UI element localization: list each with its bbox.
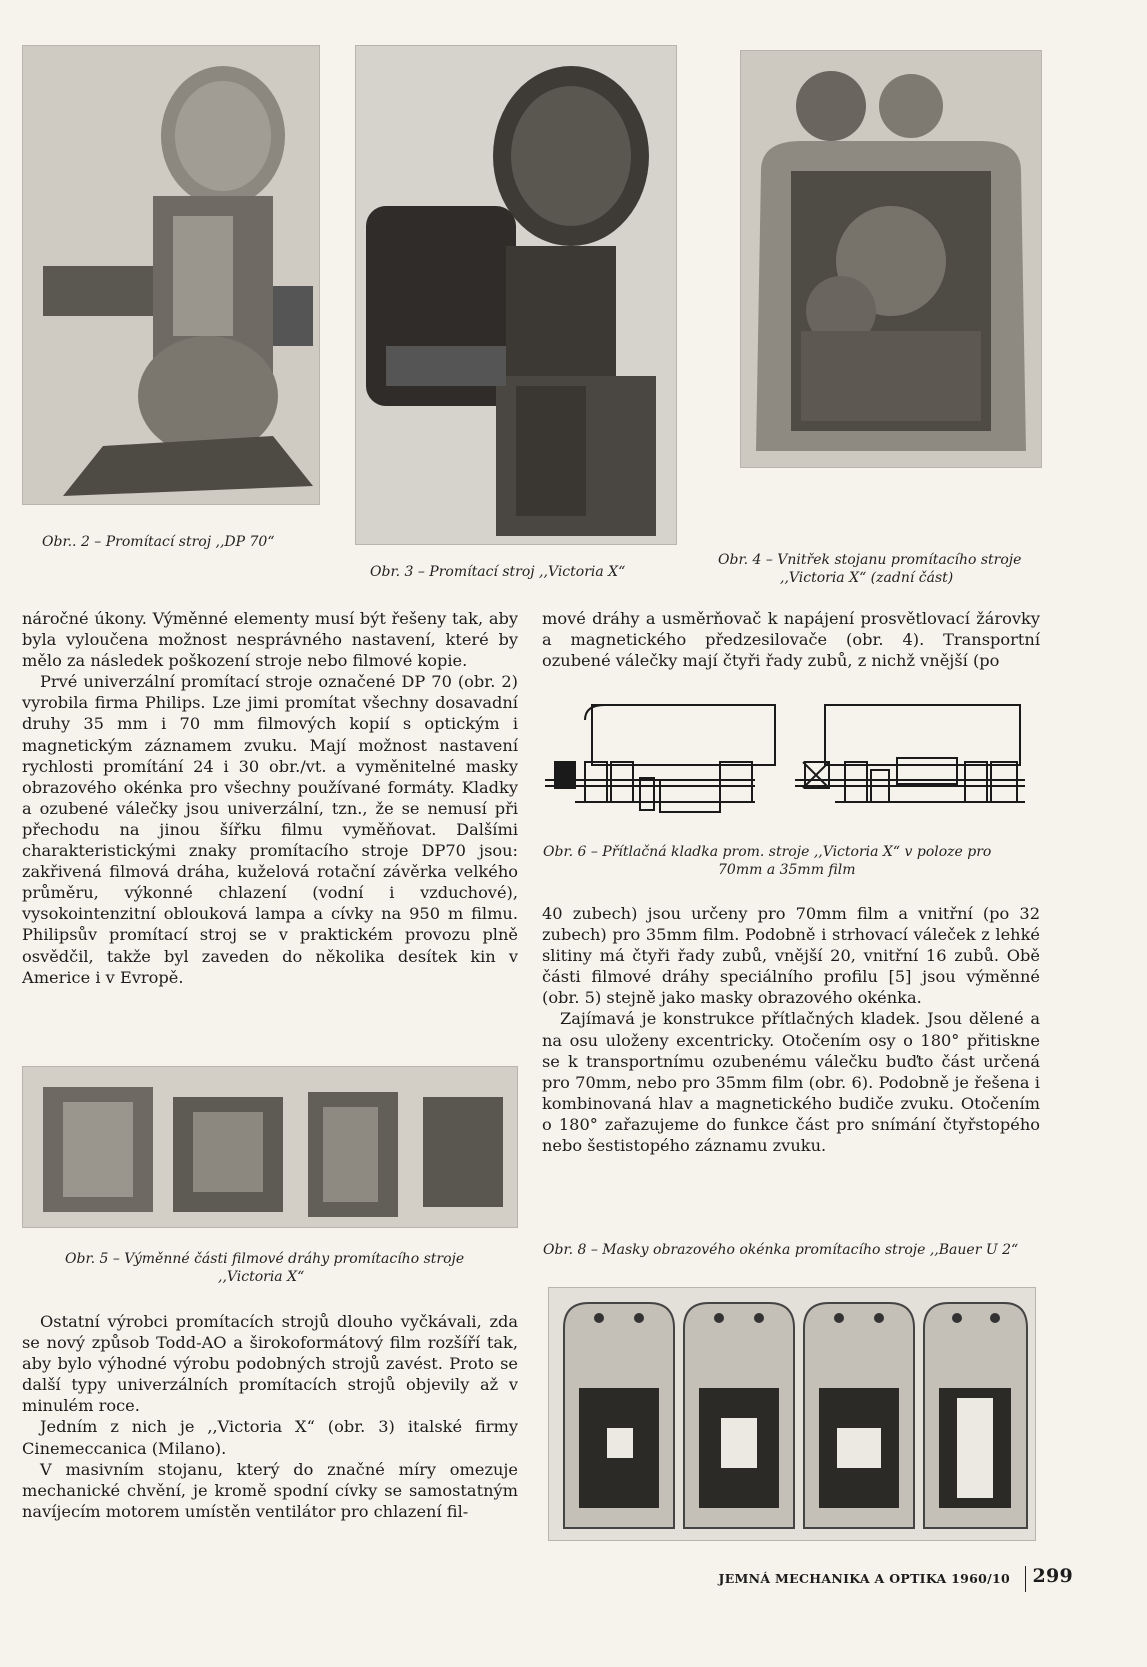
right-paragraph-3: Zajímavá je konstrukce přítlačných kladek. Jsou dělené a na osu uloženy excentricky. Otočením osy o 180° přitiskne se k transportnímu ozubenému válečku buďto část určená pro 70mm, nebo pro 35mm film (obr. 6). Podobně je řešena i kombinovaná hlav a magnetického budiče zvuku. Otočením o 180° zařazujeme do funkce část pro snímání čtyřstopého nebo šestistopého záznamu zvuku. <box>542 1009 1040 1156</box>
aperture-masks-illustration <box>549 1288 1035 1540</box>
figure-4-photo <box>740 50 1042 468</box>
left-paragraph-3: Ostatní výrobci promítacích strojů dlouho vyčkávali, zda se nový způsob Todd-AO a širokoformátový film rozšíří tak, aby bylo výhodné výrobu podobných strojů zavést. Proto se další typy univerzálních promítacích strojů objevily až v minulém roce. <box>22 1312 518 1416</box>
left-column-text-bottom <box>22 1311 518 1522</box>
right-column-text-top <box>542 608 1040 671</box>
left-column-text-top <box>22 608 518 988</box>
figure-8-caption: Obr. 8 – Masky obrazového okénka promítacího stroje ,,Bauer U 2“ <box>543 1242 1019 1258</box>
figure-6-caption-line-1: Obr. 6 – Přítlačná kladka prom. stroje ,,Victoria X“ v poloze pro <box>543 844 992 860</box>
right-column-text-bottom <box>542 903 1040 1156</box>
journal-name: JEMNÁ MECHANIKA A OPTIKA 1960/10 <box>718 1571 1010 1586</box>
figure-2-photo <box>22 45 320 505</box>
left-paragraph-1: náročné úkony. Výměnné elementy musí být řešeny tak, aby byla vyloučena možnost nesprávného nastavení, které by mělo za následek poškození stroje nebo filmové kopie. <box>22 609 518 671</box>
left-paragraph-2: Prvé univerzální promítací stroje označené DP 70 (obr. 2) vyrobila firma Philips. Lze jimi promítat všechny dosavadní druhy 35 mm i 70 mm filmových kopií s optickým i magnetickým záznamem zvuku. Mají možnost nastavení rychlosti promítání 24 i 30 obr./vt. a vyměnitelné masky obrazového okénka pro všechny používané formáty. Kladky a ozubené válečky jsou univerzální, tzn., že se nemusí při přechodu na jinou šířku filmu vyměňovat. Dalšími charakteristickými znaky promítacího stroje DP70 jsou: zakřivená filmová dráha, kuželová rotační závěrka velkého průměru, výkonné chlazení (vodní i vzduchové), vysokointenzitní oblouková lampa a cívky na 950 m filmu. Philipsův promítací stroj se v praktickém provozu plně osvědčil, takže byl zaveden do několika desítek kin v Americe i v Evropě. <box>22 672 518 987</box>
page-number: 299 <box>1032 1565 1073 1587</box>
figure-5-caption-line-2: ,,Victoria X“ <box>218 1269 305 1285</box>
figure-4-caption-line-1: Obr. 4 – Vnitřek stojanu promítacího stroje <box>718 552 1022 568</box>
figure-8-photo <box>548 1287 1036 1541</box>
right-paragraph-2: 40 zubech) jsou určeny pro 70mm film a vnitřní (po 32 zubech) pro 35mm film. Podobně i strhovací váleček z lehké slitiny má čtyři řady zubů, vnější 20, vnitřní 16 zubů. Obě části filmové dráhy speciálního profilu [5] jsou výměnné (obr. 5) stejně jako masky obrazového okénka. <box>542 904 1040 1008</box>
figure-5-caption-line-1: Obr. 5 – Výměnné části filmové dráhy promítacího stroje <box>65 1251 465 1267</box>
projector-dp70-illustration <box>23 46 319 504</box>
right-paragraph-1: mové dráhy a usměrňovač k napájení prosvětlovací žárovky a magnetického předzesilovače (obr. 4). Transportní ozubené válečky mají čtyři řady zubů, z nichž vnější (po <box>542 609 1040 671</box>
figure-3-photo <box>355 45 677 545</box>
left-paragraph-5: V masivním stojanu, který do značné míry omezuje mechanické chvění, je kromě spodní cívky se samostatným navíjecím motorem umístěn ventilátor pro chlazení fil- <box>22 1459 518 1521</box>
page-footer <box>688 1562 1088 1592</box>
figure-5-photo <box>22 1066 518 1228</box>
left-paragraph-4: Jedním z nich je ,,Victoria X“ (obr. 3) italské firmy Cinemeccanica (Milano). <box>22 1417 518 1458</box>
figure-6-drawing <box>545 700 1035 830</box>
film-track-parts-illustration <box>23 1067 517 1227</box>
figure-2-caption: Obr.. 2 – Promítací stroj ,,DP 70“ <box>42 534 275 550</box>
figure-4-caption-line-2: ,,Victoria X“ (zadní část) <box>780 570 954 586</box>
pressure-roller-diagram <box>545 700 1035 830</box>
footer-separator <box>1025 1566 1026 1592</box>
figure-3-caption: Obr. 3 – Promítací stroj ,,Victoria X“ <box>370 564 626 580</box>
figure-6-caption-line-2: 70mm a 35mm film <box>718 862 856 878</box>
projector-victoria-x-illustration <box>356 46 676 544</box>
projector-stand-interior-illustration <box>741 51 1041 467</box>
